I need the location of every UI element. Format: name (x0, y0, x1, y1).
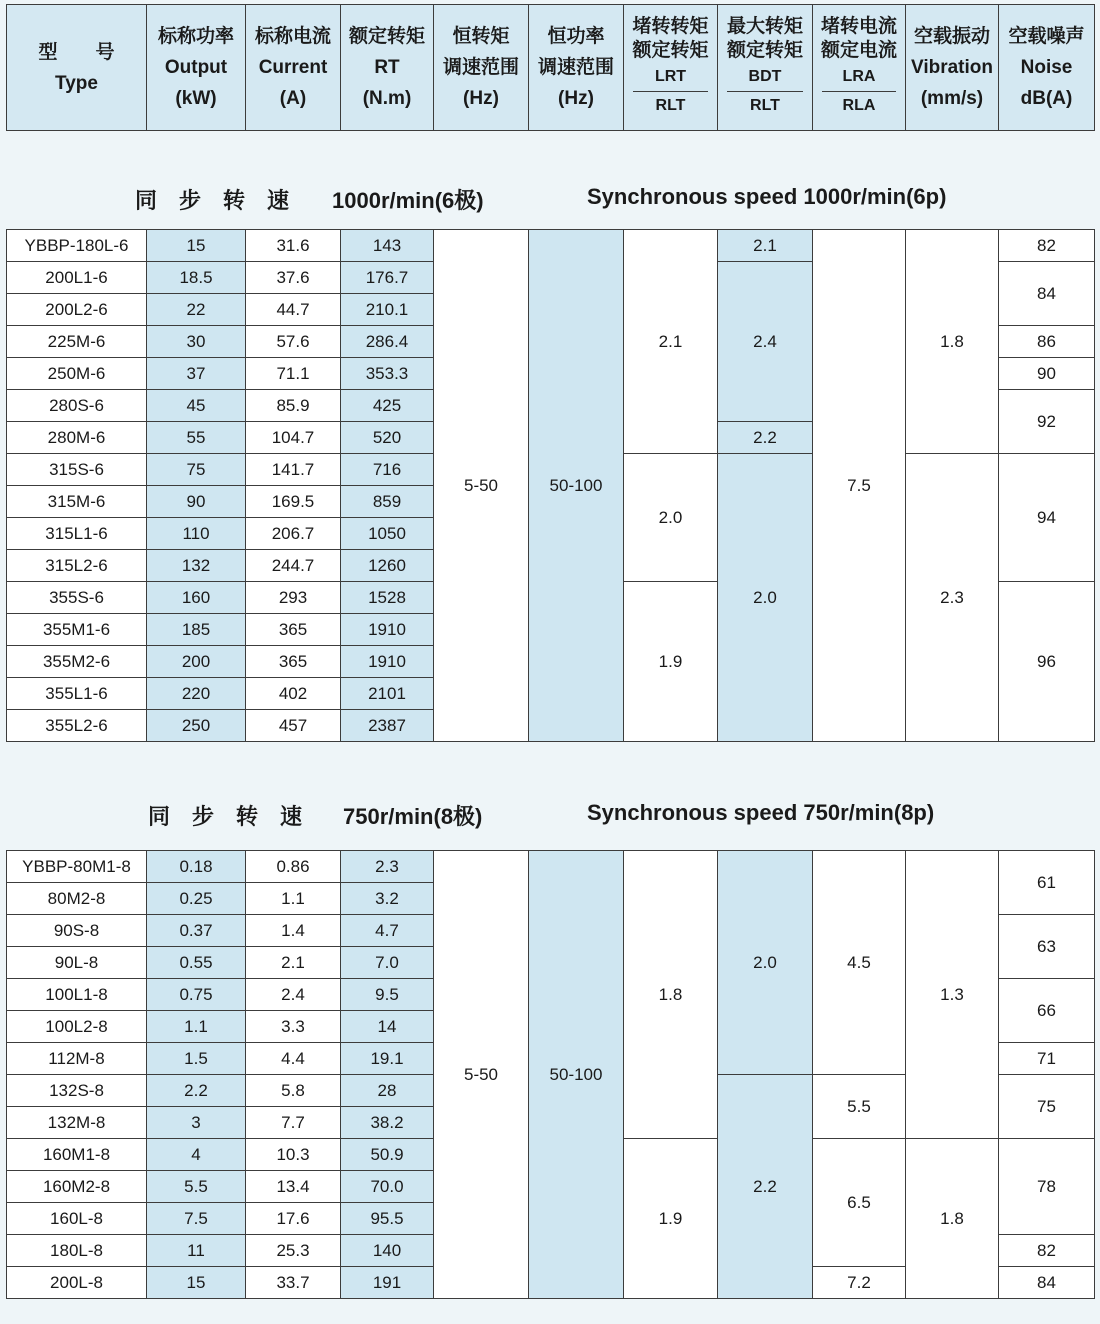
cell-lra: 7.2 (813, 1267, 906, 1299)
cell-noise: 75 (999, 1075, 1095, 1139)
cell-rt: 2101 (341, 678, 434, 710)
cell-type: 160M1-8 (7, 1139, 147, 1171)
header-output: 标称功率 Output (kW) (147, 5, 246, 131)
cell-output: 75 (147, 454, 246, 486)
cell-noise: 90 (999, 358, 1095, 390)
table-row (7, 851, 1095, 883)
table-6-pole (6, 229, 1095, 742)
cell-current: 85.9 (246, 390, 341, 422)
cell-output: 90 (147, 486, 246, 518)
cell-type: 132S-8 (7, 1075, 147, 1107)
cell-current: 44.7 (246, 294, 341, 326)
cell-output: 7.5 (147, 1203, 246, 1235)
cell-rt: 19.1 (341, 1043, 434, 1075)
cell-bdt: 2.1 (718, 230, 813, 262)
cell-type: 355M2-6 (7, 646, 147, 678)
cell-noise: 84 (999, 262, 1095, 326)
cell-output: 110 (147, 518, 246, 550)
cell-current: 17.6 (246, 1203, 341, 1235)
cell-output: 11 (147, 1235, 246, 1267)
cell-current: 5.8 (246, 1075, 341, 1107)
cell-rt: 191 (341, 1267, 434, 1299)
cell-rt: 70.0 (341, 1171, 434, 1203)
cell-type: 315L1-6 (7, 518, 147, 550)
cell-noise: 84 (999, 1267, 1095, 1299)
cell-type: 100L2-8 (7, 1011, 147, 1043)
cell-type: 355L2-6 (7, 710, 147, 742)
section2-speed: 750r/min(8极) (343, 804, 483, 829)
cell-current: 25.3 (246, 1235, 341, 1267)
cell-vibration: 2.3 (906, 454, 999, 742)
cell-output: 15 (147, 1267, 246, 1299)
cell-output: 1.1 (147, 1011, 246, 1043)
cell-rt: 286.4 (341, 326, 434, 358)
header-current: 标称电流 Current (A) (246, 5, 341, 131)
cell-noise: 82 (999, 1235, 1095, 1267)
cell-rt: 38.2 (341, 1107, 434, 1139)
cell-type: 200L2-6 (7, 294, 147, 326)
cell-output: 45 (147, 390, 246, 422)
cell-type: 80M2-8 (7, 883, 147, 915)
cell-type: 180L-8 (7, 1235, 147, 1267)
cell-output: 200 (147, 646, 246, 678)
cell-current: 457 (246, 710, 341, 742)
cell-type: 315M-6 (7, 486, 147, 518)
cell-rt: 4.7 (341, 915, 434, 947)
section1-speed: 1000r/min(6极) (332, 188, 484, 213)
cell-output: 5.5 (147, 1171, 246, 1203)
table-8-pole (6, 850, 1095, 1299)
cell-rt: 176.7 (341, 262, 434, 294)
cell-current: 169.5 (246, 486, 341, 518)
cell-rt: 1528 (341, 582, 434, 614)
cell-type: 200L-8 (7, 1267, 147, 1299)
cell-output: 18.5 (147, 262, 246, 294)
cell-current: 365 (246, 646, 341, 678)
cell-output: 55 (147, 422, 246, 454)
cell-lra: 5.5 (813, 1075, 906, 1139)
header-vibration: 空载振动 Vibration (mm/s) (906, 5, 999, 131)
cell-current: 2.1 (246, 947, 341, 979)
cell-lrt: 2.1 (624, 230, 718, 454)
cell-const-torque: 5-50 (434, 851, 529, 1299)
cell-output: 15 (147, 230, 246, 262)
cell-current: 104.7 (246, 422, 341, 454)
cell-current: 402 (246, 678, 341, 710)
cell-bdt: 2.2 (718, 422, 813, 454)
cell-type: 90L-8 (7, 947, 147, 979)
cell-output: 185 (147, 614, 246, 646)
cell-type: 132M-8 (7, 1107, 147, 1139)
header-rt: 额定转矩 RT (N.m) (341, 5, 434, 131)
cell-output: 0.18 (147, 851, 246, 883)
cell-type: 315L2-6 (7, 550, 147, 582)
cell-rt: 14 (341, 1011, 434, 1043)
cell-output: 2.2 (147, 1075, 246, 1107)
cell-const-power: 50-100 (529, 230, 624, 742)
cell-rt: 520 (341, 422, 434, 454)
header-lra: 堵转电流 额定电流 LRA RLA (813, 5, 906, 131)
cell-bdt: 2.0 (718, 851, 813, 1075)
cell-noise: 78 (999, 1139, 1095, 1235)
cell-rt: 1910 (341, 614, 434, 646)
cell-current: 1.4 (246, 915, 341, 947)
cell-current: 13.4 (246, 1171, 341, 1203)
cell-noise: 82 (999, 230, 1095, 262)
cell-rt: 7.0 (341, 947, 434, 979)
cell-current: 365 (246, 614, 341, 646)
cell-rt: 9.5 (341, 979, 434, 1011)
cell-rt: 2.3 (341, 851, 434, 883)
cell-type: YBBP-180L-6 (7, 230, 147, 262)
header-noise: 空载噪声 Noise dB(A) (999, 5, 1095, 131)
cell-current: 2.4 (246, 979, 341, 1011)
cell-current: 57.6 (246, 326, 341, 358)
cell-type: 112M-8 (7, 1043, 147, 1075)
cell-bdt: 2.0 (718, 454, 813, 742)
cell-output: 1.5 (147, 1043, 246, 1075)
cell-current: 7.7 (246, 1107, 341, 1139)
cell-noise: 63 (999, 915, 1095, 979)
cell-output: 250 (147, 710, 246, 742)
cell-rt: 3.2 (341, 883, 434, 915)
section2-title-en: Synchronous speed 750r/min(8p) (587, 800, 935, 825)
header-const-torque: 恒转矩 调速范围 (Hz) (434, 5, 529, 131)
cell-rt: 353.3 (341, 358, 434, 390)
cell-type: 160M2-8 (7, 1171, 147, 1203)
cell-type: 225M-6 (7, 326, 147, 358)
cell-vibration: 1.8 (906, 230, 999, 454)
cell-rt: 1260 (341, 550, 434, 582)
cell-rt: 1910 (341, 646, 434, 678)
cell-current: 0.86 (246, 851, 341, 883)
cell-type: 280M-6 (7, 422, 147, 454)
cell-rt: 859 (341, 486, 434, 518)
cell-current: 293 (246, 582, 341, 614)
header-bdt: 最大转矩 额定转矩 BDT RLT (718, 5, 813, 131)
cell-vibration: 1.8 (906, 1139, 999, 1299)
cell-type: 90S-8 (7, 915, 147, 947)
cell-type: 200L1-6 (7, 262, 147, 294)
cell-current: 37.6 (246, 262, 341, 294)
cell-output: 0.37 (147, 915, 246, 947)
cell-rt: 2387 (341, 710, 434, 742)
cell-current: 1.1 (246, 883, 341, 915)
header-const-power: 恒功率 调速范围 (Hz) (529, 5, 624, 131)
cell-type: 280S-6 (7, 390, 147, 422)
cell-type: 355M1-6 (7, 614, 147, 646)
cell-bdt: 2.2 (718, 1075, 813, 1299)
section1-title-cn: 同 步 转 速 (135, 188, 290, 213)
cell-noise: 96 (999, 582, 1095, 742)
cell-current: 244.7 (246, 550, 341, 582)
cell-noise: 94 (999, 454, 1095, 582)
cell-lrt: 1.9 (624, 582, 718, 742)
cell-current: 71.1 (246, 358, 341, 390)
header-type: 型 号 Type (7, 5, 147, 131)
cell-noise: 66 (999, 979, 1095, 1043)
cell-output: 3 (147, 1107, 246, 1139)
cell-rt: 28 (341, 1075, 434, 1107)
cell-lra: 4.5 (813, 851, 906, 1075)
cell-noise: 86 (999, 326, 1095, 358)
header-table (6, 4, 1095, 131)
cell-output: 220 (147, 678, 246, 710)
cell-const-torque: 5-50 (434, 230, 529, 742)
cell-lrt: 1.8 (624, 851, 718, 1139)
cell-type: 355S-6 (7, 582, 147, 614)
cell-output: 0.55 (147, 947, 246, 979)
cell-current: 141.7 (246, 454, 341, 486)
cell-output: 4 (147, 1139, 246, 1171)
cell-const-power: 50-100 (529, 851, 624, 1299)
cell-rt: 1050 (341, 518, 434, 550)
cell-lrt: 1.9 (624, 1139, 718, 1299)
cell-noise: 71 (999, 1043, 1095, 1075)
header-lrt: 堵转转矩 额定转矩 LRT RLT (624, 5, 718, 131)
cell-type: 315S-6 (7, 454, 147, 486)
cell-output: 30 (147, 326, 246, 358)
cell-current: 3.3 (246, 1011, 341, 1043)
cell-rt: 95.5 (341, 1203, 434, 1235)
cell-output: 22 (147, 294, 246, 326)
cell-rt: 716 (341, 454, 434, 486)
cell-output: 132 (147, 550, 246, 582)
cell-type: YBBP-80M1-8 (7, 851, 147, 883)
cell-rt: 210.1 (341, 294, 434, 326)
cell-lra: 7.5 (813, 230, 906, 742)
cell-type: 250M-6 (7, 358, 147, 390)
cell-type: 100L1-8 (7, 979, 147, 1011)
cell-rt: 425 (341, 390, 434, 422)
cell-output: 160 (147, 582, 246, 614)
cell-output: 0.25 (147, 883, 246, 915)
cell-type: 160L-8 (7, 1203, 147, 1235)
cell-noise: 61 (999, 851, 1095, 915)
cell-lrt: 2.0 (624, 454, 718, 582)
cell-output: 37 (147, 358, 246, 390)
cell-output: 0.75 (147, 979, 246, 1011)
cell-current: 31.6 (246, 230, 341, 262)
cell-rt: 50.9 (341, 1139, 434, 1171)
cell-vibration: 1.3 (906, 851, 999, 1139)
cell-type: 355L1-6 (7, 678, 147, 710)
cell-current: 4.4 (246, 1043, 341, 1075)
cell-current: 10.3 (246, 1139, 341, 1171)
cell-noise: 92 (999, 390, 1095, 454)
cell-rt: 140 (341, 1235, 434, 1267)
section2-title-cn: 同 步 转 速 (148, 804, 303, 829)
table-row (7, 230, 1095, 262)
cell-current: 33.7 (246, 1267, 341, 1299)
cell-lra: 6.5 (813, 1139, 906, 1267)
cell-bdt: 2.4 (718, 262, 813, 422)
cell-current: 206.7 (246, 518, 341, 550)
section1-title-en: Synchronous speed 1000r/min(6p) (587, 184, 947, 209)
cell-rt: 143 (341, 230, 434, 262)
